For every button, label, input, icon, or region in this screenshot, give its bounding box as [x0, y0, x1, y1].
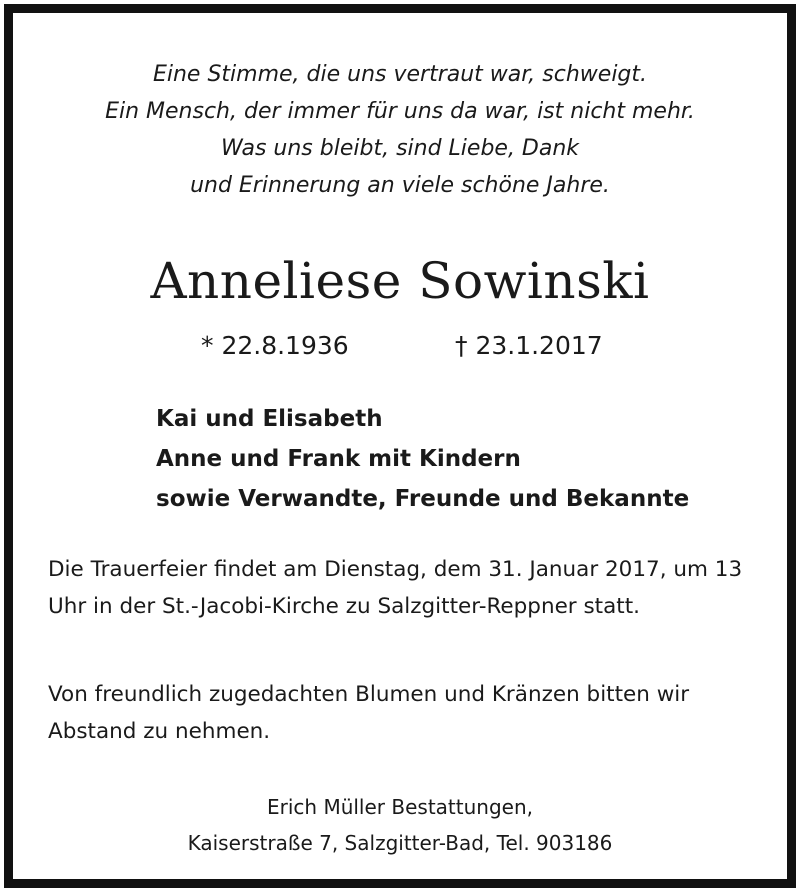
obituary-frame: [4, 4, 796, 888]
mourner-line: Kai und Elisabeth: [156, 406, 383, 432]
undertaker-name: Erich Müller Bestattungen,: [267, 795, 533, 819]
death-date: † 23.1.2017: [455, 331, 603, 360]
deceased-name: Anneliese Sowinski: [150, 252, 650, 310]
undertaker-info: [13, 789, 787, 861]
memorial-poem: [13, 56, 787, 204]
obituary-content: [13, 13, 787, 879]
mourner-line: sowie Verwandte, Freunde und Bekannte: [156, 486, 690, 512]
undertaker-address: Kaiserstraße 7, Salzgitter-Bad, Tel. 903186: [187, 831, 613, 855]
mourner-line: Anne und Frank mit Kindern: [156, 446, 521, 472]
birth-date: * 22.8.1936: [201, 331, 349, 360]
funeral-service-notice: Die Trauerfeier findet am Dienstag, dem 31. Januar 2017, um 13 Uhr in der St.-Jacobi-Kirche zu Salzgitter-Reppner statt.: [48, 557, 743, 619]
poem-line: Ein Mensch, der immer für uns da war, ist nicht mehr.: [105, 99, 695, 124]
poem-line: Eine Stimme, die uns vertraut war, schweigt.: [152, 62, 648, 87]
poem-line: und Erinnerung an viele schöne Jahre.: [190, 173, 610, 198]
mourners-list: [156, 399, 689, 519]
flowers-notice: Von freundlich zugedachten Blumen und Kränzen bitten wir Abstand zu nehmen.: [48, 682, 690, 744]
poem-line: Was uns bleibt, sind Liebe, Dank: [220, 136, 580, 161]
